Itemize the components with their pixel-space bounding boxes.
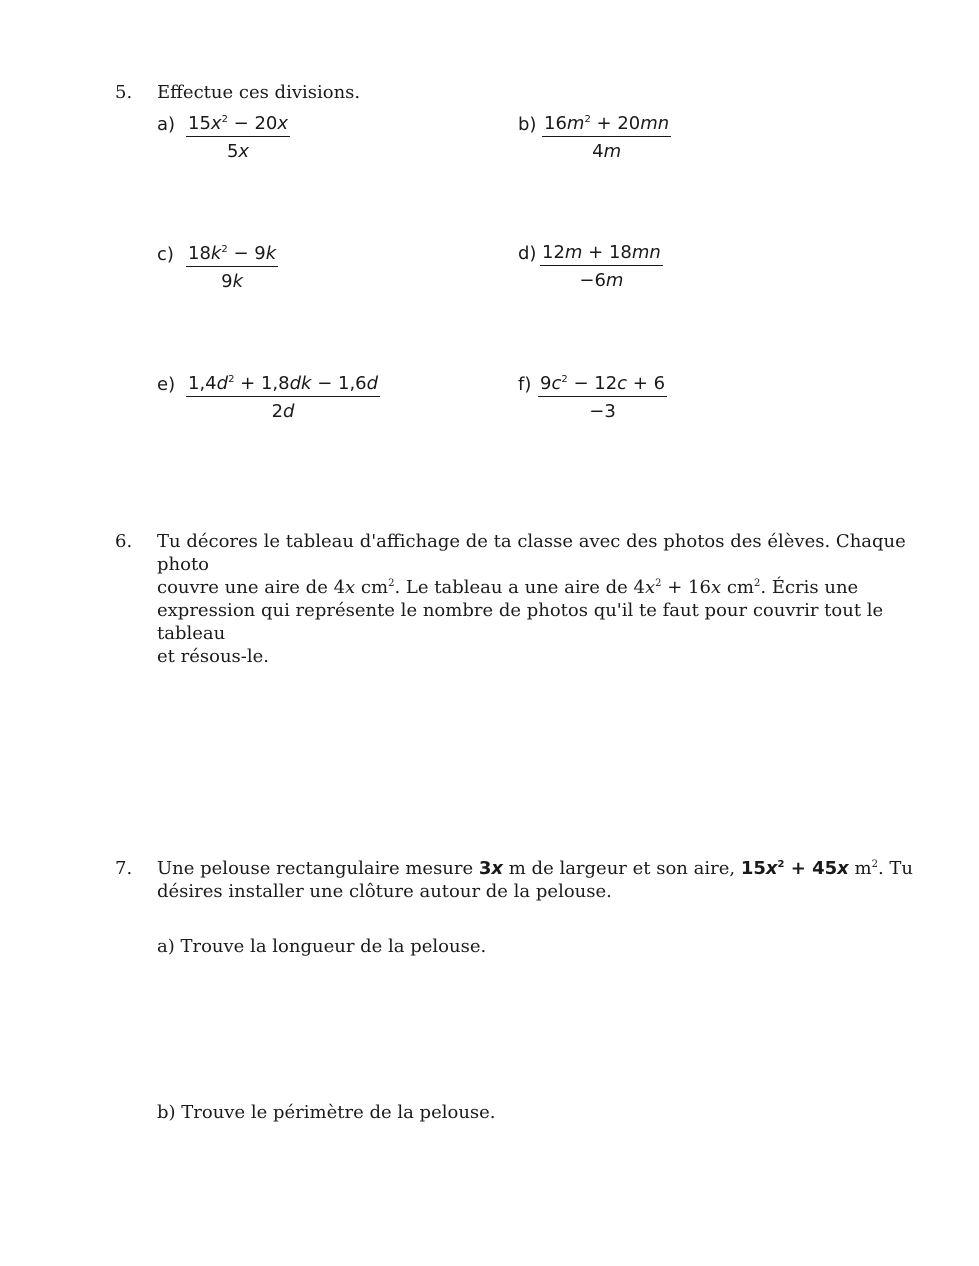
- division-f-numerator: $9c^2 - 12c + 6$: [538, 373, 667, 397]
- division-a-numerator: $15x^2 - 20x$: [186, 113, 290, 137]
- division-c-numerator: $18k^2 - 9k$: [186, 243, 278, 267]
- question-6-text: [157, 530, 917, 668]
- question-7-part-a: a) Trouve la longueur de la pelouse.: [157, 936, 487, 957]
- division-c-label: c): [157, 244, 174, 265]
- division-c-denominator: 9k: [221, 271, 244, 292]
- division-f-label: f): [518, 374, 532, 395]
- question-6-line-2: couvre une aire de 4x $cm^2$. Le tableau a une aire de $4x^2 + 16x$ $cm^2$. Écris une: [157, 577, 859, 598]
- question-7-part-b: b) Trouve le périmètre de la pelouse.: [157, 1102, 496, 1123]
- question-6-line-3: expression qui représente le nombre de photos qu'il te faut pour couvrir tout le tableau: [157, 600, 884, 644]
- division-d-denominator: −6m: [579, 270, 624, 291]
- division-b-fraction: [542, 113, 671, 162]
- division-f-denominator: −3: [589, 401, 616, 422]
- question-6-line-4: et résous-le.: [157, 646, 269, 667]
- question-7-line-1: Une pelouse rectangulaire mesure 3x m de largeur et son aire, $15x^2 + 45x$ $m^2$. Tu: [157, 858, 913, 879]
- division-e-numerator: $1,4d^2 + 1,8dk - 1,6d$: [186, 373, 380, 397]
- question-6-line-1: Tu décores le tableau d'affichage de ta classe avec des photos des élèves. Chaque photo: [157, 531, 906, 575]
- division-b-denominator: 4m: [592, 141, 622, 162]
- question-7-line-2: désires installer une clôture autour de la pelouse.: [157, 881, 612, 902]
- question-7-number: 7.: [115, 858, 133, 879]
- division-e-fraction: [186, 373, 380, 422]
- question-5-number: 5.: [115, 82, 133, 103]
- division-b-numerator: $16m^2 + 20mn$: [542, 113, 671, 137]
- division-a-fraction: [186, 113, 290, 162]
- question-5-instruction: Effectue ces divisions.: [157, 82, 361, 103]
- question-6-number: 6.: [115, 531, 133, 552]
- division-c-fraction: [186, 243, 278, 292]
- division-d-label: d): [518, 243, 537, 264]
- question-7-text: [157, 857, 917, 903]
- division-e-label: e): [157, 374, 176, 395]
- division-d-fraction: [540, 242, 663, 291]
- division-f-fraction: [538, 373, 667, 422]
- division-d-numerator: 12m + 18mn: [540, 242, 663, 266]
- division-e-denominator: 2d: [271, 401, 295, 422]
- division-a-label: a): [157, 114, 176, 135]
- division-b-label: b): [518, 114, 537, 135]
- division-a-denominator: 5x: [226, 141, 250, 162]
